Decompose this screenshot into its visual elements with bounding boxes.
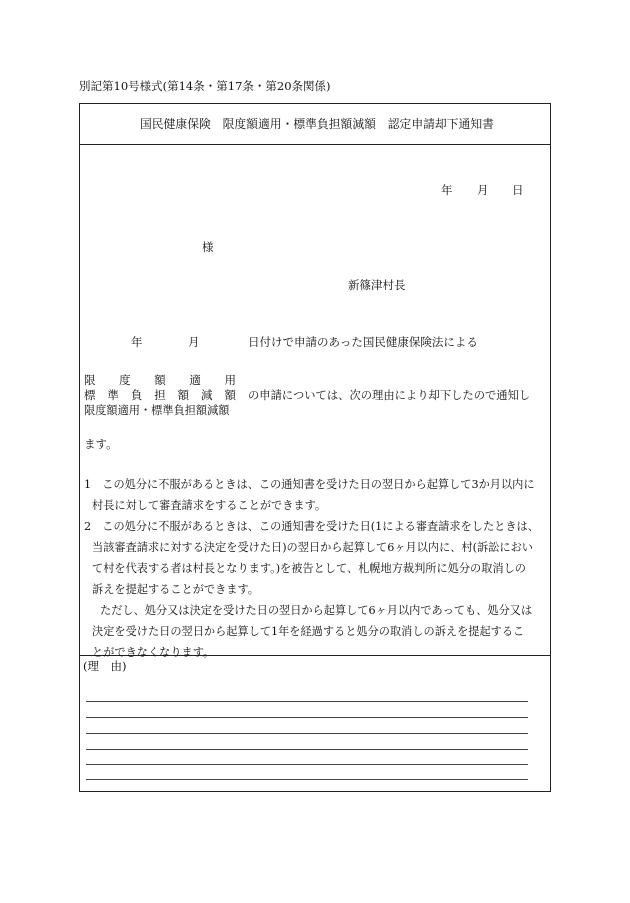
kind-line-2	[84, 390, 236, 402]
issuer: 新篠津村長	[348, 278, 406, 292]
kind-char: 標	[84, 388, 96, 402]
note-2-line-4: 訴えを提起することができます。	[92, 583, 259, 596]
rejection-end: ます。	[84, 437, 118, 451]
form-reference: 別記第10号様式(第14条・第17条・第20条関係)	[79, 79, 331, 93]
kind-char: 減	[201, 388, 213, 402]
application-year-label: 年	[131, 335, 143, 349]
kind-char: 限	[84, 373, 96, 387]
note-3-line-1: ただし、処分又は決定を受けた日の翌日から起算して6ヶ月以内であっても、処分又は	[100, 604, 533, 617]
document-title: 国民健康保険 限度額適用・標準負担額減額 認定申請却下通知書	[140, 117, 494, 131]
kind-char: 担	[154, 388, 166, 402]
kind-line-1	[84, 375, 236, 387]
reason-line	[86, 717, 528, 718]
reason-line	[86, 733, 528, 734]
reason-line	[86, 701, 528, 702]
date-year-label: 年	[441, 183, 453, 197]
note-3-line-3: とができなくなります。	[92, 646, 215, 659]
kind-line-3: 限度額適用・標準負担額減額	[84, 404, 230, 417]
kind-char: 準	[107, 388, 119, 402]
note-1-line-1: 1 この処分に不服があるときは、この通知書を受けた日の翌日から起算して3か月以内に	[84, 478, 535, 491]
kind-char: 額	[177, 388, 190, 402]
notes-block	[84, 474, 546, 663]
note-2-line-3: て村を代表する者は村長となります。)を被告として、札幌地方裁判所に処分の取消しの	[92, 562, 526, 575]
reason-line	[86, 749, 528, 750]
rejection-text: の申請については、次の理由により却下したので通知し	[248, 389, 531, 402]
note-2-line-2: 当該審査請求に対する決定を受けた日)の翌日から起算して6ヶ月以内に、村(訴訟におい	[92, 541, 533, 554]
reason-line	[86, 764, 528, 765]
application-text: 日付けで申請のあった国民健康保険法による	[248, 335, 478, 349]
title-divider	[79, 144, 551, 145]
kind-char: 額	[224, 388, 236, 402]
kind-char: 適	[189, 373, 201, 387]
kind-char: 用	[224, 373, 236, 387]
kind-char: 度	[119, 373, 131, 387]
application-month-label: 月	[188, 335, 200, 349]
addressee-suffix: 様	[202, 240, 214, 254]
reason-label: (理 由)	[83, 659, 127, 673]
kind-char: 額	[154, 373, 166, 387]
form-frame	[79, 103, 551, 792]
note-2-line-1: 2 この処分に不服があるときは、この通知書を受けた日(1による審査請求をしたときは、	[84, 520, 539, 533]
reason-line	[86, 779, 528, 780]
date-day-label: 日	[512, 183, 524, 197]
note-1-line-2: 村長に対して審査請求をすることができます。	[92, 499, 327, 512]
date-month-label: 月	[477, 183, 489, 197]
kind-char: 負	[130, 388, 143, 402]
note-3-line-2: 決定を受けた日の翌日から起算して1年を経過すると処分の取消しの訴えを提起するこ	[92, 625, 525, 638]
